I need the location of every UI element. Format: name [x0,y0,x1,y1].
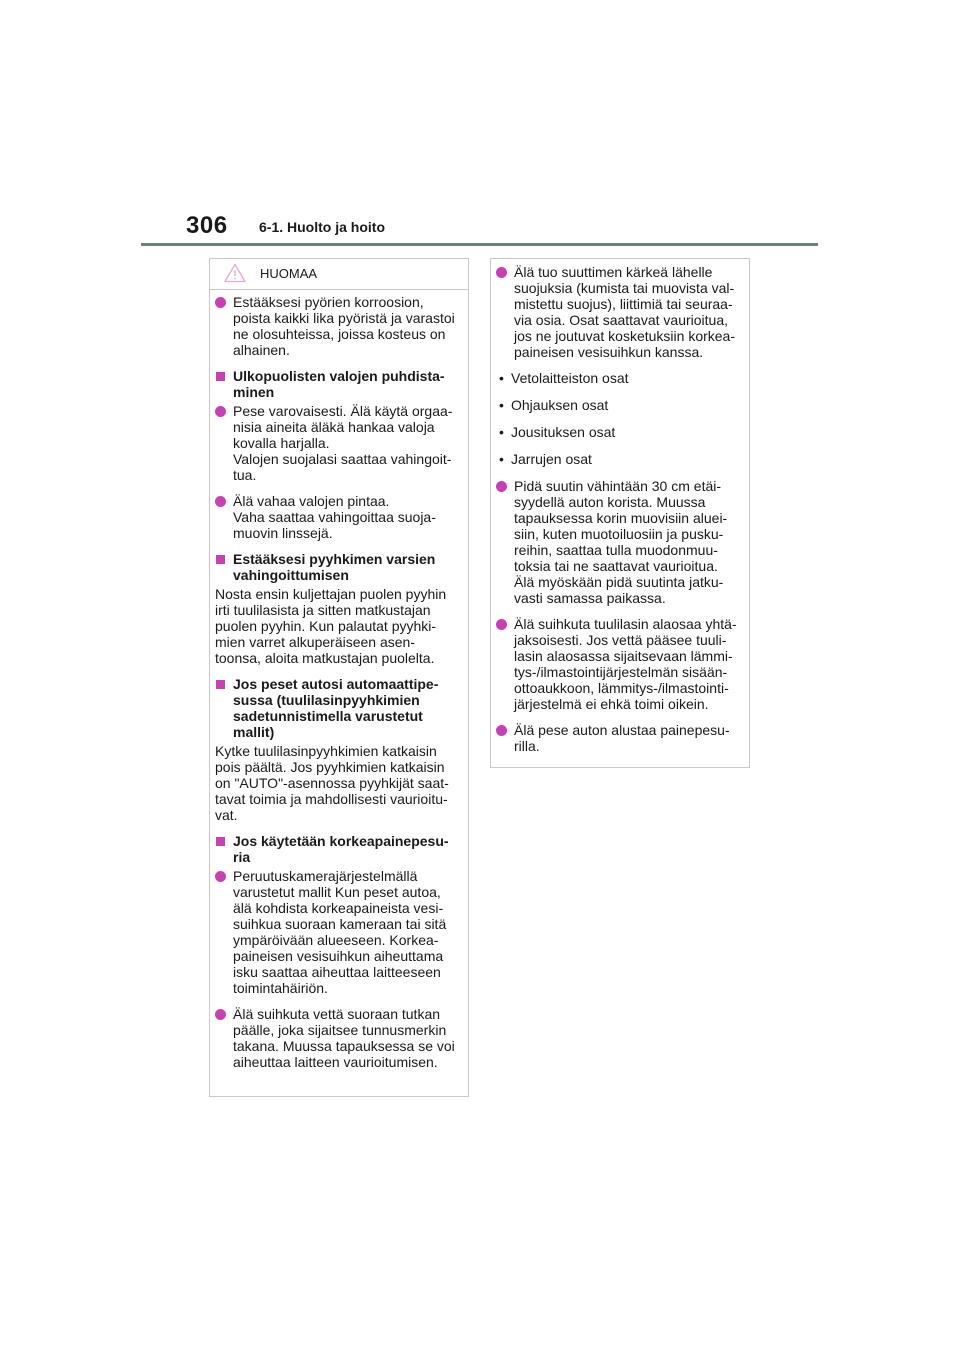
notice-title: HUOMAA [260,266,318,281]
parts-item-text: Jarrujen osat [511,451,592,467]
subheading [215,551,460,583]
list-item [496,478,741,606]
list-item [215,1006,460,1070]
list-item [496,616,741,712]
item-text: Valojen suojalasi saattaa vahingoit-tua. [233,451,452,483]
square-bullet-icon [216,680,225,689]
subheading [215,368,460,400]
item-text: Älä pese auton alustaa painepesu-rilla. [514,722,730,754]
bullet-icon [496,481,507,492]
item-text: Vaha saattaa vahingoittaa suoja-muovin linssejä. [233,509,436,541]
item-text: Pidä suutin vähintään 30 cm etäi-syydellä auton korista. Muussa tapauksessa korin muovisiin aluei-siin, kuten muotoiluosiin ja pusku-reihin, saattaa tulla muodonmuu-toksia tai ne saattavat vaurioitua. [514,478,728,574]
item-text: Älä tuo suuttimen kärkeä lähelle suojuksia (kumista tai muovista val-mistettu suojus), liittimiä tai seuraa-via osia. Osat saattavat vaurioitua, jos ne joutuvat kosketuksiin korkea-paineisen vesisuihkun kanssa. [514,264,735,360]
parts-list-item [496,451,741,467]
parts-list-item [496,370,741,386]
item-text: Peruutuskamerajärjestelmällä varustetut mallit Kun peset autoa, älä kohdista korkeapaineista vesi-suihkua suoraan kameraan tai sitä ympäröivään alueeseen. Korkea-paineisen vesisuihkun aiheuttama isku saattaa aiheuttaa laitteeseen toimintahäiriön. [233,868,447,996]
paragraph: Kytke tuulilasinpyyhkimien katkaisin pois päältä. Jos pyyhkimien katkaisin on "AUTO"-asennossa pyyhkijät saat-tavat toimia ja mahdollisesti vaurioitu-vat. [215,743,449,823]
parts-item-text: Ohjauksen osat [511,397,609,413]
dot-bullet: • [499,451,504,467]
item-text: Älä myöskään pidä suutinta jatku-vasti samassa paikassa. [514,574,724,606]
notice-box-right [490,258,750,768]
dot-bullet: • [499,370,504,386]
item-text: Älä vahaa valojen pintaa. [233,493,390,509]
bullet-icon [215,406,226,417]
item-text: Estääksesi pyörien korroosion, poista kaikki lika pyöristä ja varastoi ne olosuhteissa, joissa kosteus on alhainen. [233,294,455,358]
item-text: Pese varovaisesti. Älä käytä orgaa-nisia aineita äläkä hankaa valoja kovalla harjalla. [233,403,453,451]
notice-title-row [210,259,468,290]
square-bullet-icon [216,372,225,381]
subheading-text: Estääksesi pyyhkimen varsien vahingoittumisen [233,551,436,583]
bullet-icon [215,496,226,507]
bullet-icon [215,871,226,882]
square-bullet-icon [216,837,225,846]
dot-bullet: • [499,397,504,413]
subheading [215,833,460,865]
subheading-text: Ulkopuolisten valojen puhdista-minen [233,368,445,400]
list-item [496,264,741,360]
subheading-text: Jos käytetään korkeapainepesu-ria [233,833,449,865]
square-bullet-icon [216,555,225,564]
list-item [496,722,741,754]
bullet-icon [496,267,507,278]
list-item [215,493,460,541]
section-title: 6-1. Huolto ja hoito [259,219,385,235]
list-item [215,403,460,483]
parts-item-text: Jousituksen osat [511,424,616,440]
header-rule [141,243,818,246]
bullet-icon [215,297,226,308]
bullet-icon [215,1009,226,1020]
item-text: Älä suihkuta tuulilasin alaosaa yhtä-jaksoisesti. Jos vettä pääsee tuuli-lasin alaosassa sijaitsevaan lämmi-tys-/ilmastointijärjestelmän sisään-ottoaukkoon, lämmitys-/ilmastointi-järjestelmä ei ehkä toimi oikein. [514,616,737,712]
parts-list-item [496,424,741,440]
subheading-text: Jos peset autosi automaattipe-sussa (tuulilasinpyyhkimien sadetunnistimella varustetut mallit) [233,676,439,740]
page-number: 306 [186,212,228,239]
paragraph: Nosta ensin kuljettajan puolen pyyhin irti tuulilasista ja sitten matkustajan puolen pyyhin. Kun palautat pyyhki-mien varret alkuperäiseen asen-toonsa, aloita matkustajan puolelta. [215,586,447,666]
parts-item-text: Vetolaitteiston osat [511,370,629,386]
list-item [215,294,460,358]
notice-box-left [209,258,469,1097]
parts-list-item [496,397,741,413]
bullet-icon [496,619,507,630]
bullet-icon [496,725,507,736]
list-item [215,868,460,996]
warning-triangle-icon [224,263,246,283]
subheading [215,676,460,740]
item-text: Älä suihkuta vettä suoraan tutkan päälle, joka sijaitsee tunnusmerkin takana. Muussa tapauksessa se voi aiheuttaa laitteen vaurioitumisen. [233,1006,455,1070]
dot-bullet: • [499,424,504,440]
